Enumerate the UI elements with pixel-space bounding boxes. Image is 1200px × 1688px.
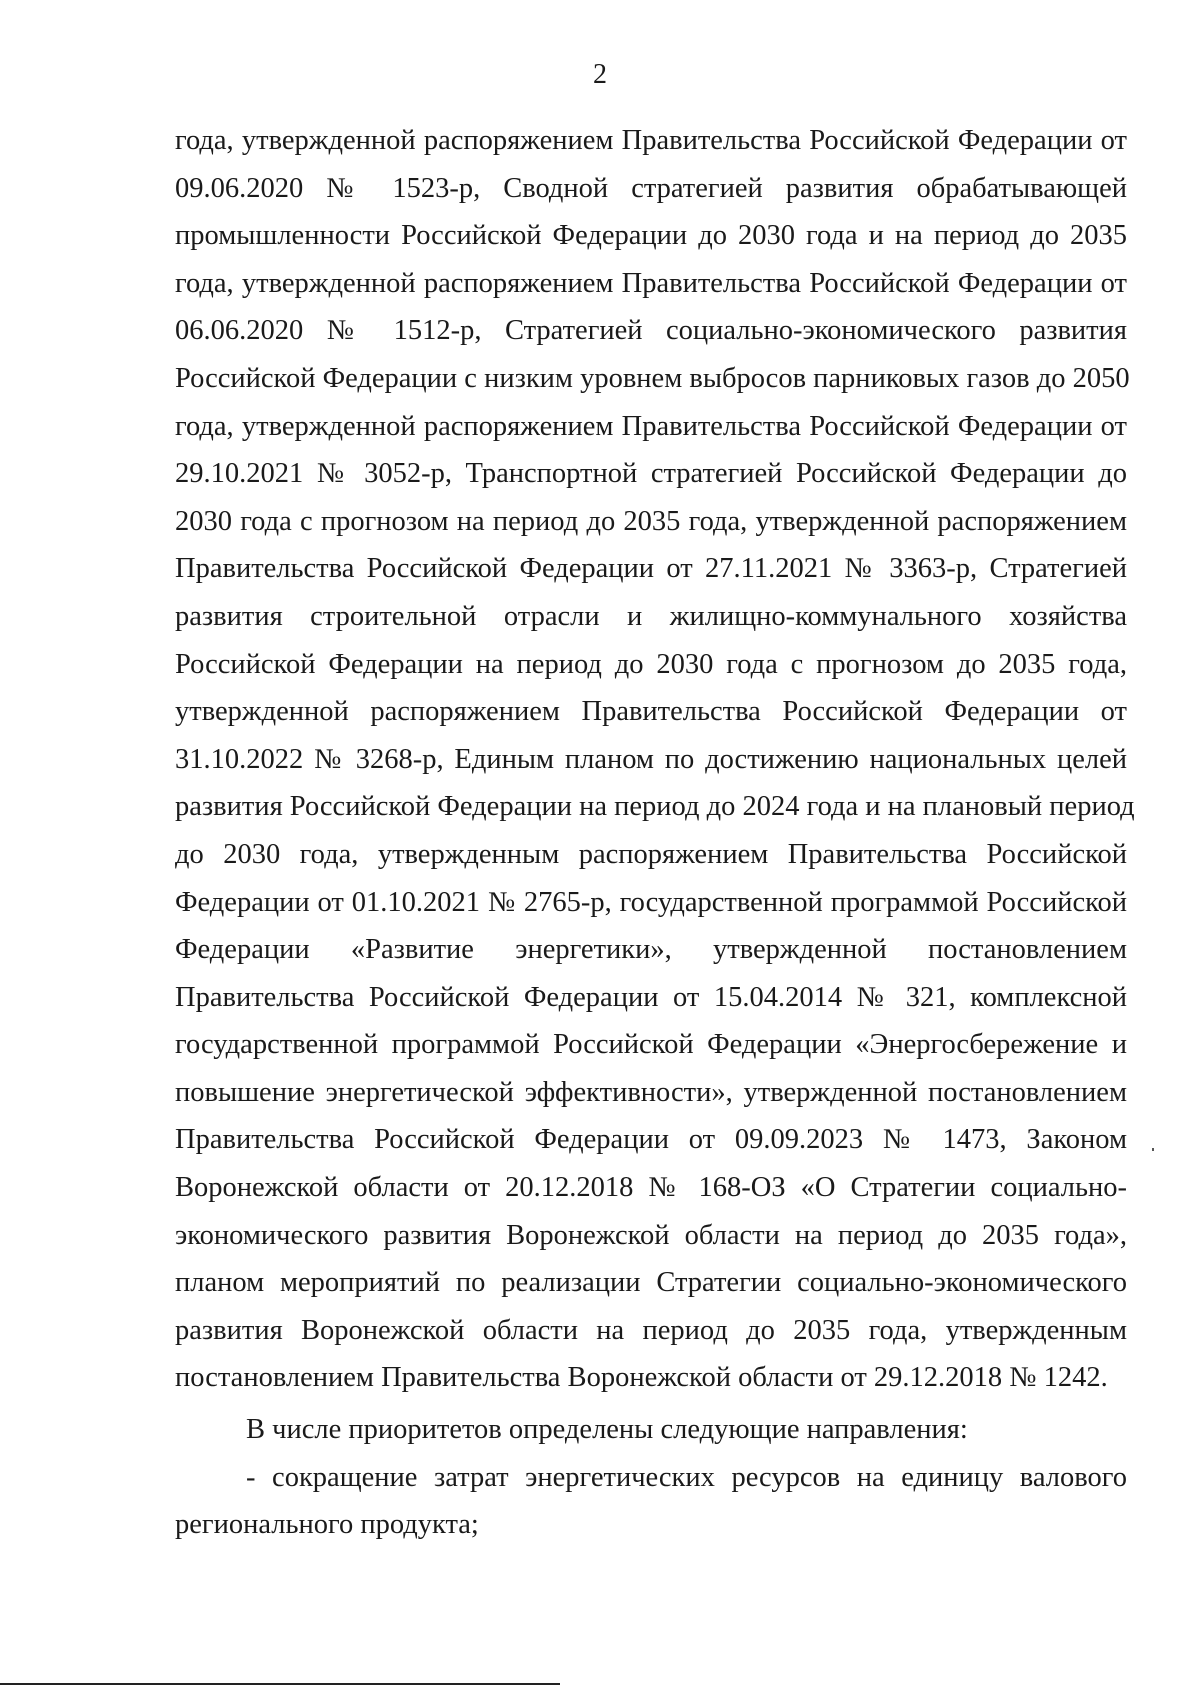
- text-line: Федерации «Развитие энергетики», утвержденной постановлением: [175, 934, 1127, 966]
- text-line: государственной программой Российской Федерации «Энергосбережение и: [175, 1029, 1127, 1061]
- text-line: 09.06.2020 № 1523-р, Сводной стратегией развития обрабатывающей: [175, 172, 1127, 204]
- text-line: повышение энергетической эффективности», утвержденной постановлением: [175, 1076, 1127, 1108]
- text-line: развития Воронежской области на период до 2035 года, утвержденным: [175, 1314, 1127, 1346]
- text-line: - сокращение затрат энергетических ресурсов на единицу валового: [246, 1461, 1127, 1493]
- text-line: года, утвержденной распоряжением Правительства Российской Федерации от: [175, 125, 1127, 156]
- text-line: регионального продукта;: [175, 1509, 479, 1541]
- paragraph-priorities-intro: [175, 1406, 1127, 1454]
- page-number: 2: [593, 59, 607, 90]
- text-line: Правительства Российской Федерации от 09.09.2023 № 1473, Законом: [175, 1124, 1127, 1156]
- text-line: планом мероприятий по реализации Стратегии социально-экономического: [175, 1267, 1127, 1299]
- scan-edge-line: [0, 1683, 560, 1685]
- text-line: Правительства Российской Федерации от 27.11.2021 № 3363-р, Стратегией: [175, 553, 1127, 585]
- paragraph-priority-item: [175, 1454, 1127, 1549]
- text-line: до 2030 года, утвержденным распоряжением Правительства Российской: [175, 838, 1127, 870]
- text-line: года, утвержденной распоряжением Правительства Российской Федерации от: [175, 410, 1127, 442]
- text-line: Российской Федерации на период до 2030 года с прогнозом до 2035 года,: [175, 648, 1127, 680]
- text-line: Воронежской области от 20.12.2018 № 168-ОЗ «О Стратегии социально-: [175, 1172, 1127, 1204]
- text-line: 31.10.2022 № 3268-р, Единым планом по достижению национальных целей: [175, 743, 1127, 775]
- text-line: 2030 года с прогнозом на период до 2035 года, утвержденной распоряжением: [175, 505, 1127, 537]
- text-line: экономического развития Воронежской области на период до 2035 года»,: [175, 1219, 1127, 1251]
- scan-speck: [1152, 1148, 1154, 1151]
- text-line: утвержденной распоряжением Правительства Российской Федерации от: [175, 696, 1127, 728]
- text-line: развития строительной отрасли и жилищно-коммунального хозяйства: [175, 600, 1127, 632]
- text-line: Федерации от 01.10.2021 № 2765-р, государственной программой Российской: [175, 886, 1127, 918]
- text-line: постановлением Правительства Воронежской области от 29.12.2018 № 1242.: [175, 1362, 1108, 1394]
- text-line: Правительства Российской Федерации от 15.04.2014 № 321, комплексной: [175, 981, 1127, 1013]
- text-line: В числе приоритетов определены следующие направления:: [246, 1414, 968, 1446]
- text-line: Российской Федерации с низким уровнем выбросов парниковых газов до 2050: [175, 362, 1130, 394]
- text-line: 29.10.2021 № 3052-р, Транспортной стратегией Российской Федерации до: [175, 458, 1127, 490]
- text-line: промышленности Российской Федерации до 2030 года и на период до 2035: [175, 220, 1127, 252]
- text-line: 06.06.2020 № 1512-р, Стратегией социально-экономического развития: [175, 315, 1127, 347]
- text-line: развития Российской Федерации на период до 2024 года и на плановый период: [175, 791, 1135, 823]
- document-body: [175, 117, 1135, 1549]
- paragraph-strategies-list: [175, 117, 1135, 1402]
- text-line: года, утвержденной распоряжением Правительства Российской Федерации от: [175, 267, 1127, 299]
